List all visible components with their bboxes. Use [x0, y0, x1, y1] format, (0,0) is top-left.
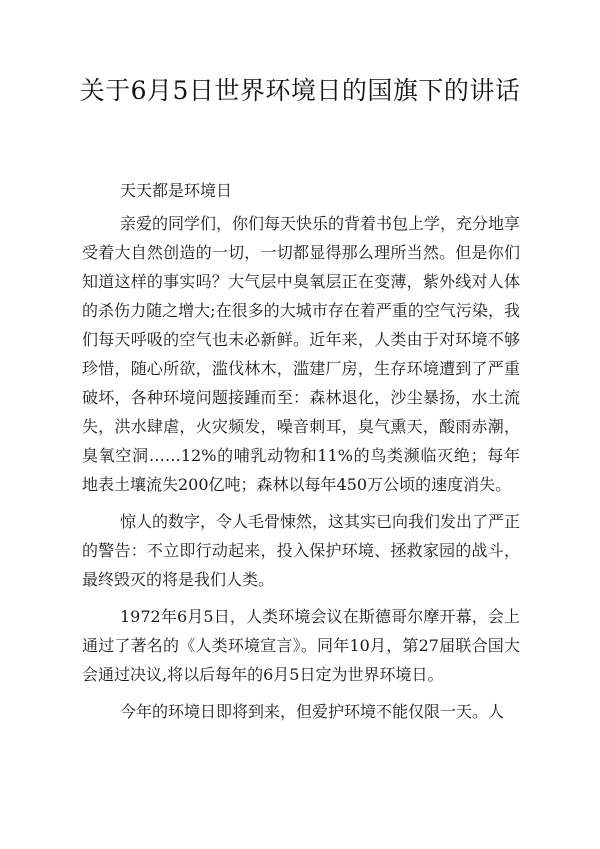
- paragraph-greeting: 亲爱的同学们，你们每天快乐的背着书包上学，充分地享受着大自然创造的一切，一切都显得那么理所当然。但是你们知道这样的事实吗？大气层中臭氧层正在变薄，紫外线对人体的杀伤力随之增大;在很多的大城市存在着严重的空气污染，我们每天呼吸的空气也未必新鲜。近年来，人类由于对环境不够珍惜，随心所欲，滥伐林木，滥建厂房，生存环境遭到了严重破坏，各种环境问题接踵而至：森林退化，沙尘暴扬，水土流失，洪水肆虐，火灾频发，噪音刺耳，臭气熏天，酸雨赤潮，臭氧空洞……12%的哺乳动物和11%的鸟类濒临灭绝；每年地表土壤流失200亿吨；森林以每年450万公顷的速度消失。: [82, 214, 521, 494]
- paragraph-history: 1972年6月5日，人类环境会议在斯德哥尔摩开幕，会上通过了著名的《人类环境宣言》。同年10月，第27届联合国大会通过决议,将以后每年的6月5日定为世界环境日。: [82, 607, 520, 684]
- document-title: 关于6月5日世界环境日的国旗下的讲话: [79, 76, 521, 105]
- document-body: [82, 176, 520, 734]
- paragraph-closing: 今年的环境日即将到来，但爱护环境不能仅限一天。人: [120, 702, 505, 721]
- paragraph-warning: 惊人的数字，令人毛骨悚然，这其实已向我们发出了严正的警告：不立即行动起来，投入保护环境、拯救家园的战斗，最终毁灭的将是我们人类。: [82, 512, 521, 589]
- paragraph-subtitle: 天天都是环境日: [120, 181, 233, 200]
